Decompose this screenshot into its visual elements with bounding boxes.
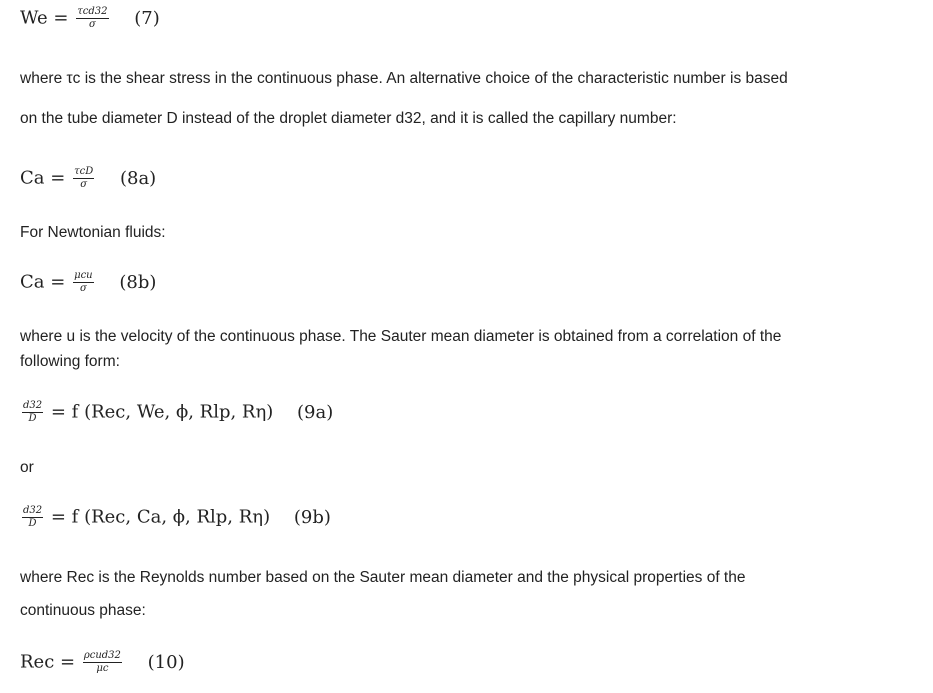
eq8b-number: (8b): [119, 271, 157, 293]
equation-8a: [20, 166, 156, 191]
eq8b-equals: =: [50, 271, 66, 293]
eq8a-denominator: σ: [80, 179, 88, 190]
eq8b-numerator: μcu: [74, 270, 93, 281]
equation-9a: [20, 400, 333, 425]
eq10-denominator: μc: [96, 663, 109, 674]
eq7-lhs: We: [20, 7, 48, 29]
paragraph-line-6: or: [20, 459, 34, 476]
eq9a-numerator: d32: [23, 400, 43, 411]
paragraph-line-1: where τc is the shear stress in the continuous phase. An alternative choice of the characteristic number is based: [20, 70, 788, 87]
paragraph-line-4: where u is the velocity of the continuous phase. The Sauter mean diameter is obtained from a correlation of the: [20, 328, 782, 345]
paragraph-line-8: continuous phase:: [20, 602, 146, 619]
eq8b-denominator: σ: [79, 283, 87, 294]
eq8b-fraction: [73, 270, 94, 295]
eq10-number: (10): [147, 651, 185, 673]
eq8a-equals: =: [50, 167, 66, 189]
equation-9b: [20, 505, 331, 530]
paragraph-line-5: following form:: [20, 353, 120, 370]
eq9a-rhs: = f (Rec, We, ϕ, Rlp, Rη): [50, 401, 274, 423]
eq9b-numerator: d32: [23, 505, 43, 516]
paragraph-line-2: on the tube diameter D instead of the droplet diameter d32, and it is called the capillary number:: [20, 110, 677, 127]
eq10-fraction: [83, 650, 122, 675]
eq7-denominator: σ: [88, 19, 96, 30]
eq10-lhs: Rec: [20, 651, 55, 673]
equation-7: [20, 6, 160, 31]
eq8a-lhs: Ca: [20, 167, 45, 189]
eq9b-rhs: = f (Rec, Ca, ϕ, Rlp, Rη): [50, 506, 271, 528]
eq10-numerator: ρcud32: [83, 650, 121, 661]
eq7-fraction: [76, 6, 108, 31]
eq9b-fraction: [22, 505, 43, 530]
eq9b-denominator: D: [28, 518, 37, 529]
equation-10: [20, 650, 185, 675]
eq9b-number: (9b): [293, 506, 331, 528]
eq8a-fraction: [73, 166, 94, 191]
equation-8b: [20, 270, 156, 295]
eq8b-lhs: Ca: [20, 271, 45, 293]
eq9a-denominator: D: [28, 413, 37, 424]
eq8a-number: (8a): [119, 167, 157, 189]
eq9a-number: (9a): [297, 401, 334, 423]
paragraph-line-7: where Rec is the Reynolds number based on the Sauter mean diameter and the physical properties of the: [20, 569, 746, 586]
eq7-equals: =: [53, 7, 69, 29]
eq10-equals: =: [60, 651, 76, 673]
eq7-number: (7): [134, 7, 160, 29]
eq8a-numerator: τcD: [74, 166, 94, 177]
paragraph-line-3: For Newtonian fluids:: [20, 224, 166, 241]
eq9a-fraction: [22, 400, 43, 425]
eq7-numerator: τcd32: [77, 6, 108, 17]
